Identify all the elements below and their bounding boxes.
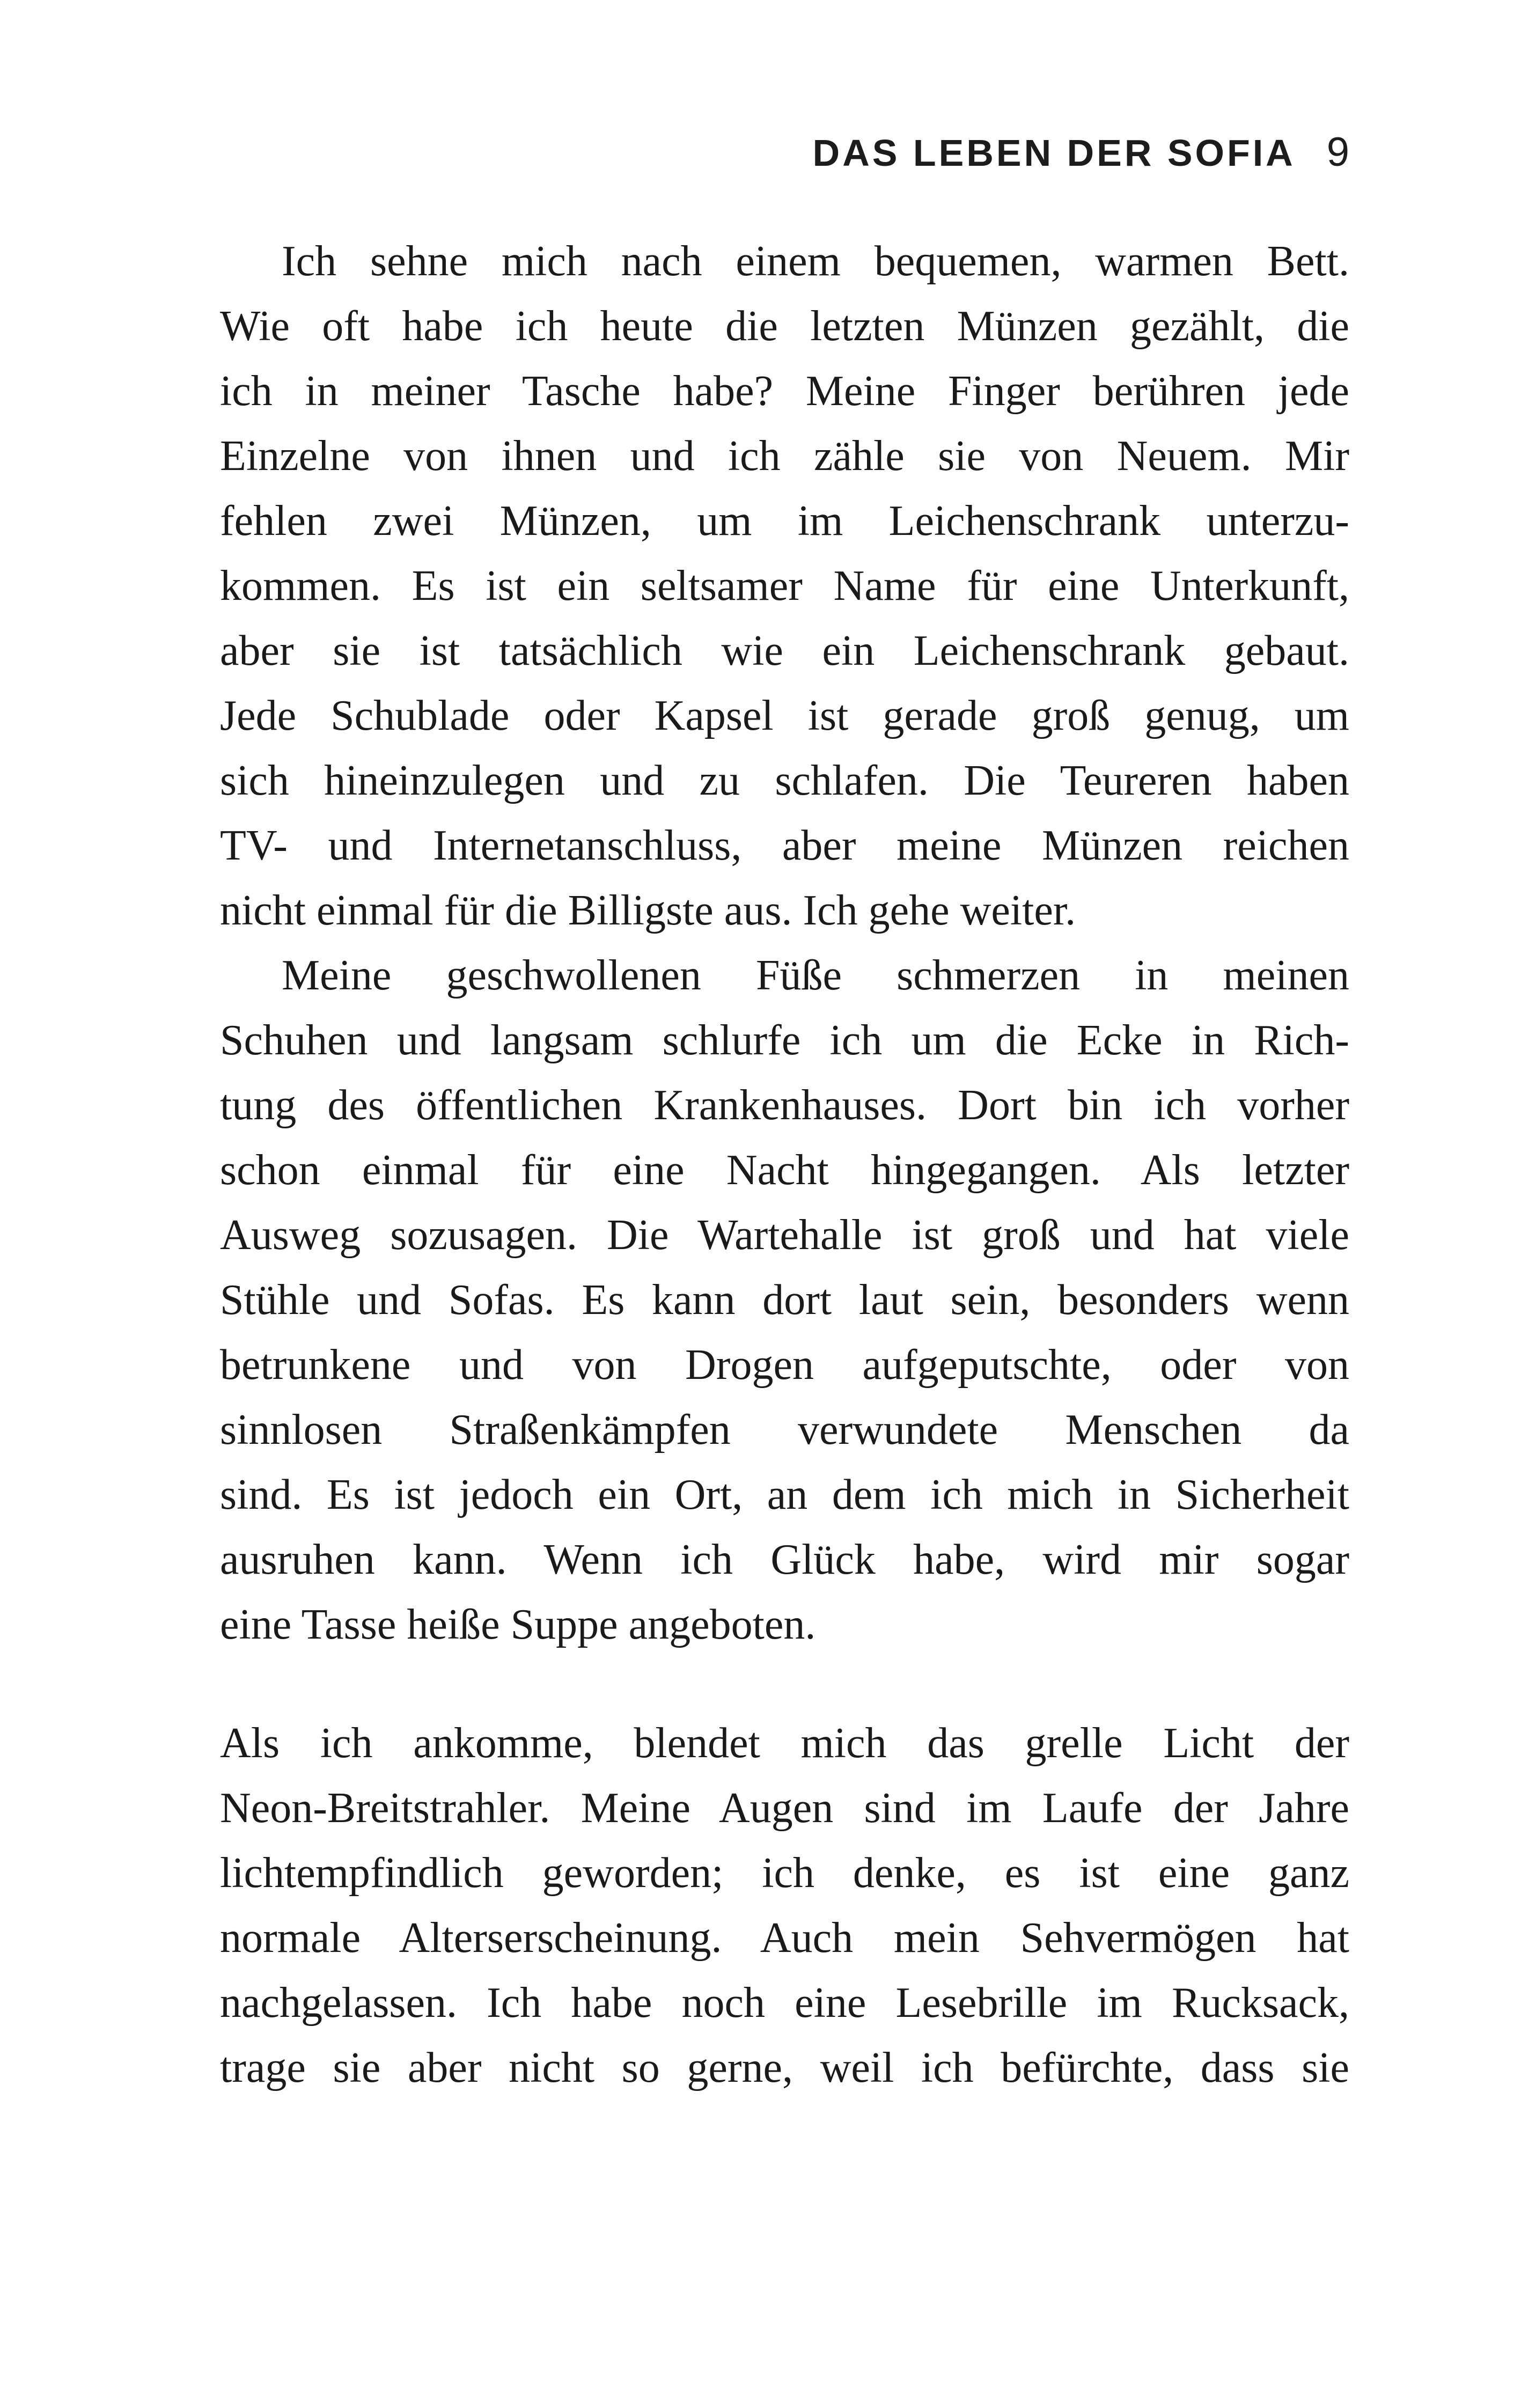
book-page xyxy=(220,0,1349,2101)
text-line: nachgelassen. Ich habe noch eine Lesebrille im Rucksack, xyxy=(220,1979,1349,2027)
text-line: ausruhen kann. Wenn ich Glück habe, wird mir sogar xyxy=(220,1536,1349,1583)
text-line: sinnlosen Straßenkämpfen verwundete Menschen da xyxy=(220,1406,1349,1453)
text-line: lichtempfindlich geworden; ich denke, es ist eine ganz xyxy=(220,1849,1349,1897)
text-line: aber sie ist tatsächlich wie ein Leichenschrank gebaut. xyxy=(220,627,1349,674)
text-line: kommen. Es ist ein seltsamer Name für eine Unterkunft, xyxy=(220,562,1349,610)
text-line: fehlen zwei Münzen, um im Leichenschrank unterzu- xyxy=(220,497,1349,545)
text-line: TV- und Internetanschluss, aber meine Münzen reichen xyxy=(220,822,1349,869)
text-line: Wie oft habe ich heute die letzten Münzen gezählt, die xyxy=(220,303,1349,350)
text-line: ich in meiner Tasche habe? Meine Finger berühren jede xyxy=(220,368,1349,415)
running-header xyxy=(220,129,1349,175)
text-line: nicht einmal für die Billigste aus. Ich gehe weiter. xyxy=(220,887,1076,934)
page-number: 9 xyxy=(1326,129,1349,175)
text-line: betrunkene und von Drogen aufgeputschte, oder von xyxy=(220,1341,1349,1389)
text-line: trage sie aber nicht so gerne, weil ich befürchte, dass sie xyxy=(220,2044,1349,2091)
text-line: Schuhen und langsam schlurfe ich um die Ecke in Rich- xyxy=(220,1017,1349,1064)
text-line: sind. Es ist jedoch ein Ort, an dem ich mich in Sicherheit xyxy=(220,1471,1349,1518)
text-line: Neon-Breitstrahler. Meine Augen sind im Laufe der Jahre xyxy=(220,1785,1349,1832)
chapter-title: DAS LEBEN DER SOFIA xyxy=(812,132,1296,174)
text-line: Ausweg sozusagen. Die Wartehalle ist groß und hat viele xyxy=(220,1212,1349,1259)
paragraph xyxy=(220,229,1349,943)
text-line: eine Tasse heiße Suppe angeboten. xyxy=(220,1601,816,1648)
text-line: Jede Schublade oder Kapsel ist gerade groß genug, um xyxy=(220,692,1349,739)
text-line: tung des öffentlichen Krankenhauses. Dort bin ich vorher xyxy=(220,1082,1349,1129)
text-line: Meine geschwollenen Füße schmerzen in meinen xyxy=(282,952,1349,999)
text-line: Stühle und Sofas. Es kann dort laut sein, besonders wenn xyxy=(220,1276,1349,1324)
text-line: sich hineinzulegen und zu schlafen. Die Teureren haben xyxy=(220,757,1349,804)
text-block xyxy=(220,229,1349,2101)
text-line: Ich sehne mich nach einem bequemen, warmen Bett. xyxy=(282,238,1349,285)
paragraph xyxy=(220,1711,1349,2101)
text-line: Als ich ankomme, blendet mich das grelle Licht der xyxy=(220,1720,1349,1767)
text-line: normale Alterserscheinung. Auch mein Sehvermögen hat xyxy=(220,1914,1349,1962)
text-line: Einzelne von ihnen und ich zähle sie von Neuem. Mir xyxy=(220,432,1349,480)
text-line: schon einmal für eine Nacht hingegangen. Als letzter xyxy=(220,1147,1349,1194)
paragraph xyxy=(220,943,1349,1657)
